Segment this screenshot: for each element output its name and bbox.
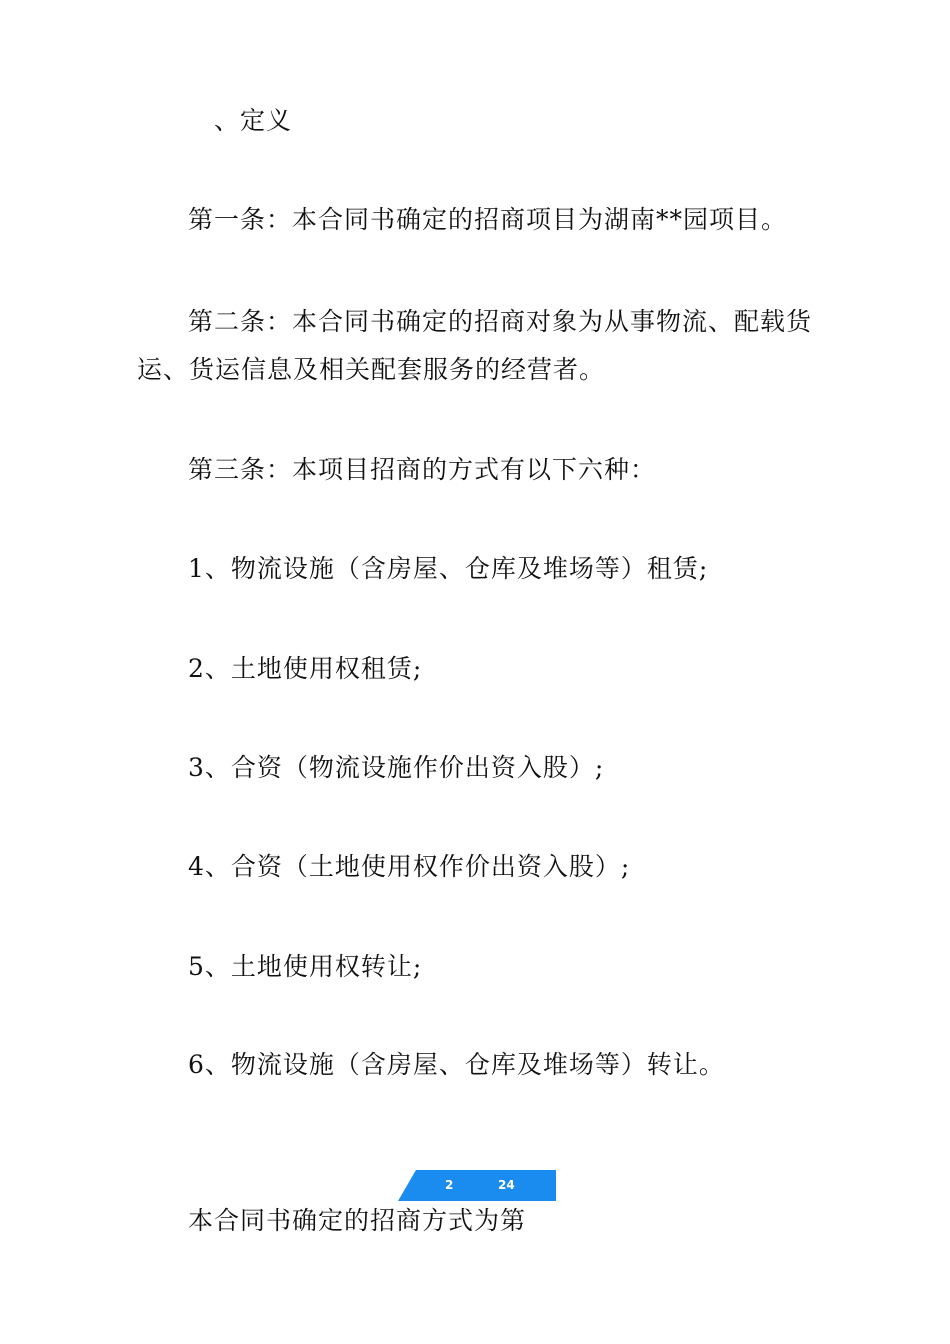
list-item: 3、合资（物流设施作价出资入股）; [188, 753, 605, 782]
list-item: 4、合资（土地使用权作价出资入股）; [188, 852, 631, 881]
trailing-text: 本合同书确定的招商方式为第 [188, 1206, 527, 1235]
article-1: 第一条：本合同书确定的招商项目为湖南**园项目。 [188, 205, 788, 234]
article-3: 第三条：本项目招商的方式有以下六种： [188, 455, 657, 484]
current-page-number: 2 [445, 1178, 454, 1192]
article-2-line-2: 运、货运信息及相关配套服务的经营者。 [137, 355, 606, 384]
page-number-badge [398, 1170, 556, 1201]
list-item: 1、物流设施（含房屋、仓库及堆场等）租赁; [188, 554, 709, 583]
total-pages-number: 24 [498, 1178, 515, 1192]
section-heading: 、定义 [214, 106, 293, 135]
list-item: 5、土地使用权转让; [188, 952, 423, 981]
article-2-line-1: 第二条：本合同书确定的招商对象为从事物流、配载货 [188, 307, 813, 336]
page-badge-background [398, 1170, 556, 1201]
list-item: 6、物流设施（含房屋、仓库及堆场等）转让。 [188, 1050, 725, 1079]
list-item: 2、土地使用权租赁; [188, 654, 423, 683]
